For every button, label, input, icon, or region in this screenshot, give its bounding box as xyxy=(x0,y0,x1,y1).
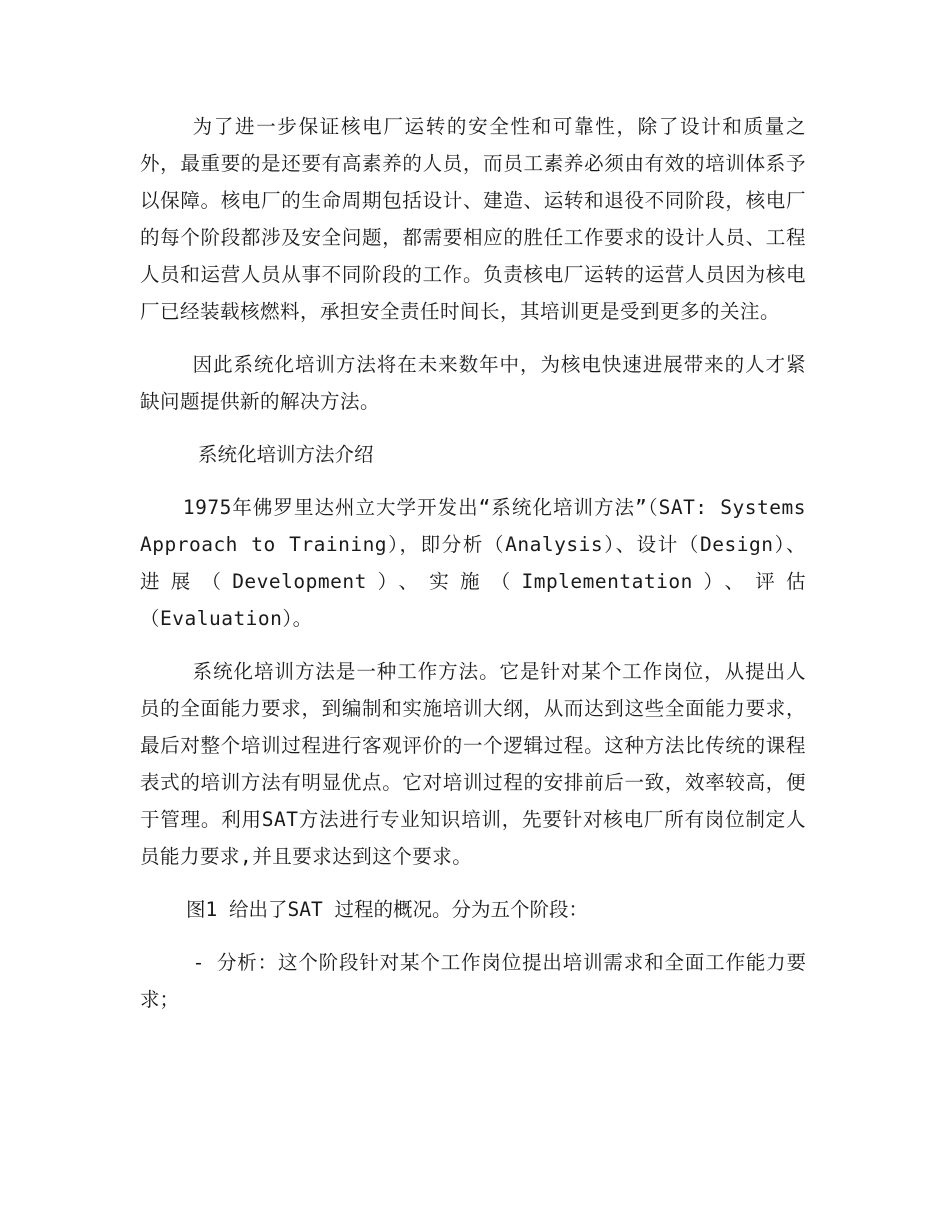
paragraph-figure-reference: 图1 给出了SAT 过程的概况。分为五个阶段： xyxy=(186,898,588,921)
list-item-analysis: - 分析：这个阶段针对某个工作岗位提出培训需求和全面工作能力要求； xyxy=(140,951,806,1011)
paragraph-conclusion: 因此系统化培训方法将在未来数年中，为核电快速进展带来的人才紧缺问题提供新的解决方法。 xyxy=(140,353,806,413)
paragraph-sat-history: 1975年佛罗里达州立大学开发出“系统化培训方法”（SAT: Systems Approach to Training），即分析（Analysis）、设计（Design）、进展（Development）、实施（Implementation）、评估（Evaluation）。 xyxy=(140,496,806,630)
paragraph-intro-safety: 为了进一步保证核电厂运转的安全性和可靠性，除了设计和质量之外，最重要的是还要有高素养的人员，而员工素养必须由有效的培训体系予以保障。核电厂的生命周期包括设计、建造、运转和退役不同阶段，核电厂的每个阶段都涉及安全问题，都需要相应的胜任工作要求的设计人员、工程人员和运营人员从事不同阶段的工作。负责核电厂运转的运营人员因为核电厂已经装载核燃料，承担安全责任时间长，其培训更是受到更多的关注。 xyxy=(140,115,806,323)
document-body xyxy=(140,108,806,1034)
paragraph-sat-definition: 系统化培训方法是一种工作方法。它是针对某个工作岗位，从提出人员的全面能力要求，到编制和实施培训大纲，从而达到这些全面能力要求，最后对整个培训过程进行客观评价的一个逻辑过程。这种方法比传统的课程表式的培训方法有明显优点。它对培训过程的安排前后一致，效率较高，便于管理。利用SAT方法进行专业知识培训，先要针对核电厂所有岗位制定人员能力要求,并且要求达到这个要求。 xyxy=(140,660,806,868)
section-heading: 系统化培训方法介绍 xyxy=(198,443,374,466)
